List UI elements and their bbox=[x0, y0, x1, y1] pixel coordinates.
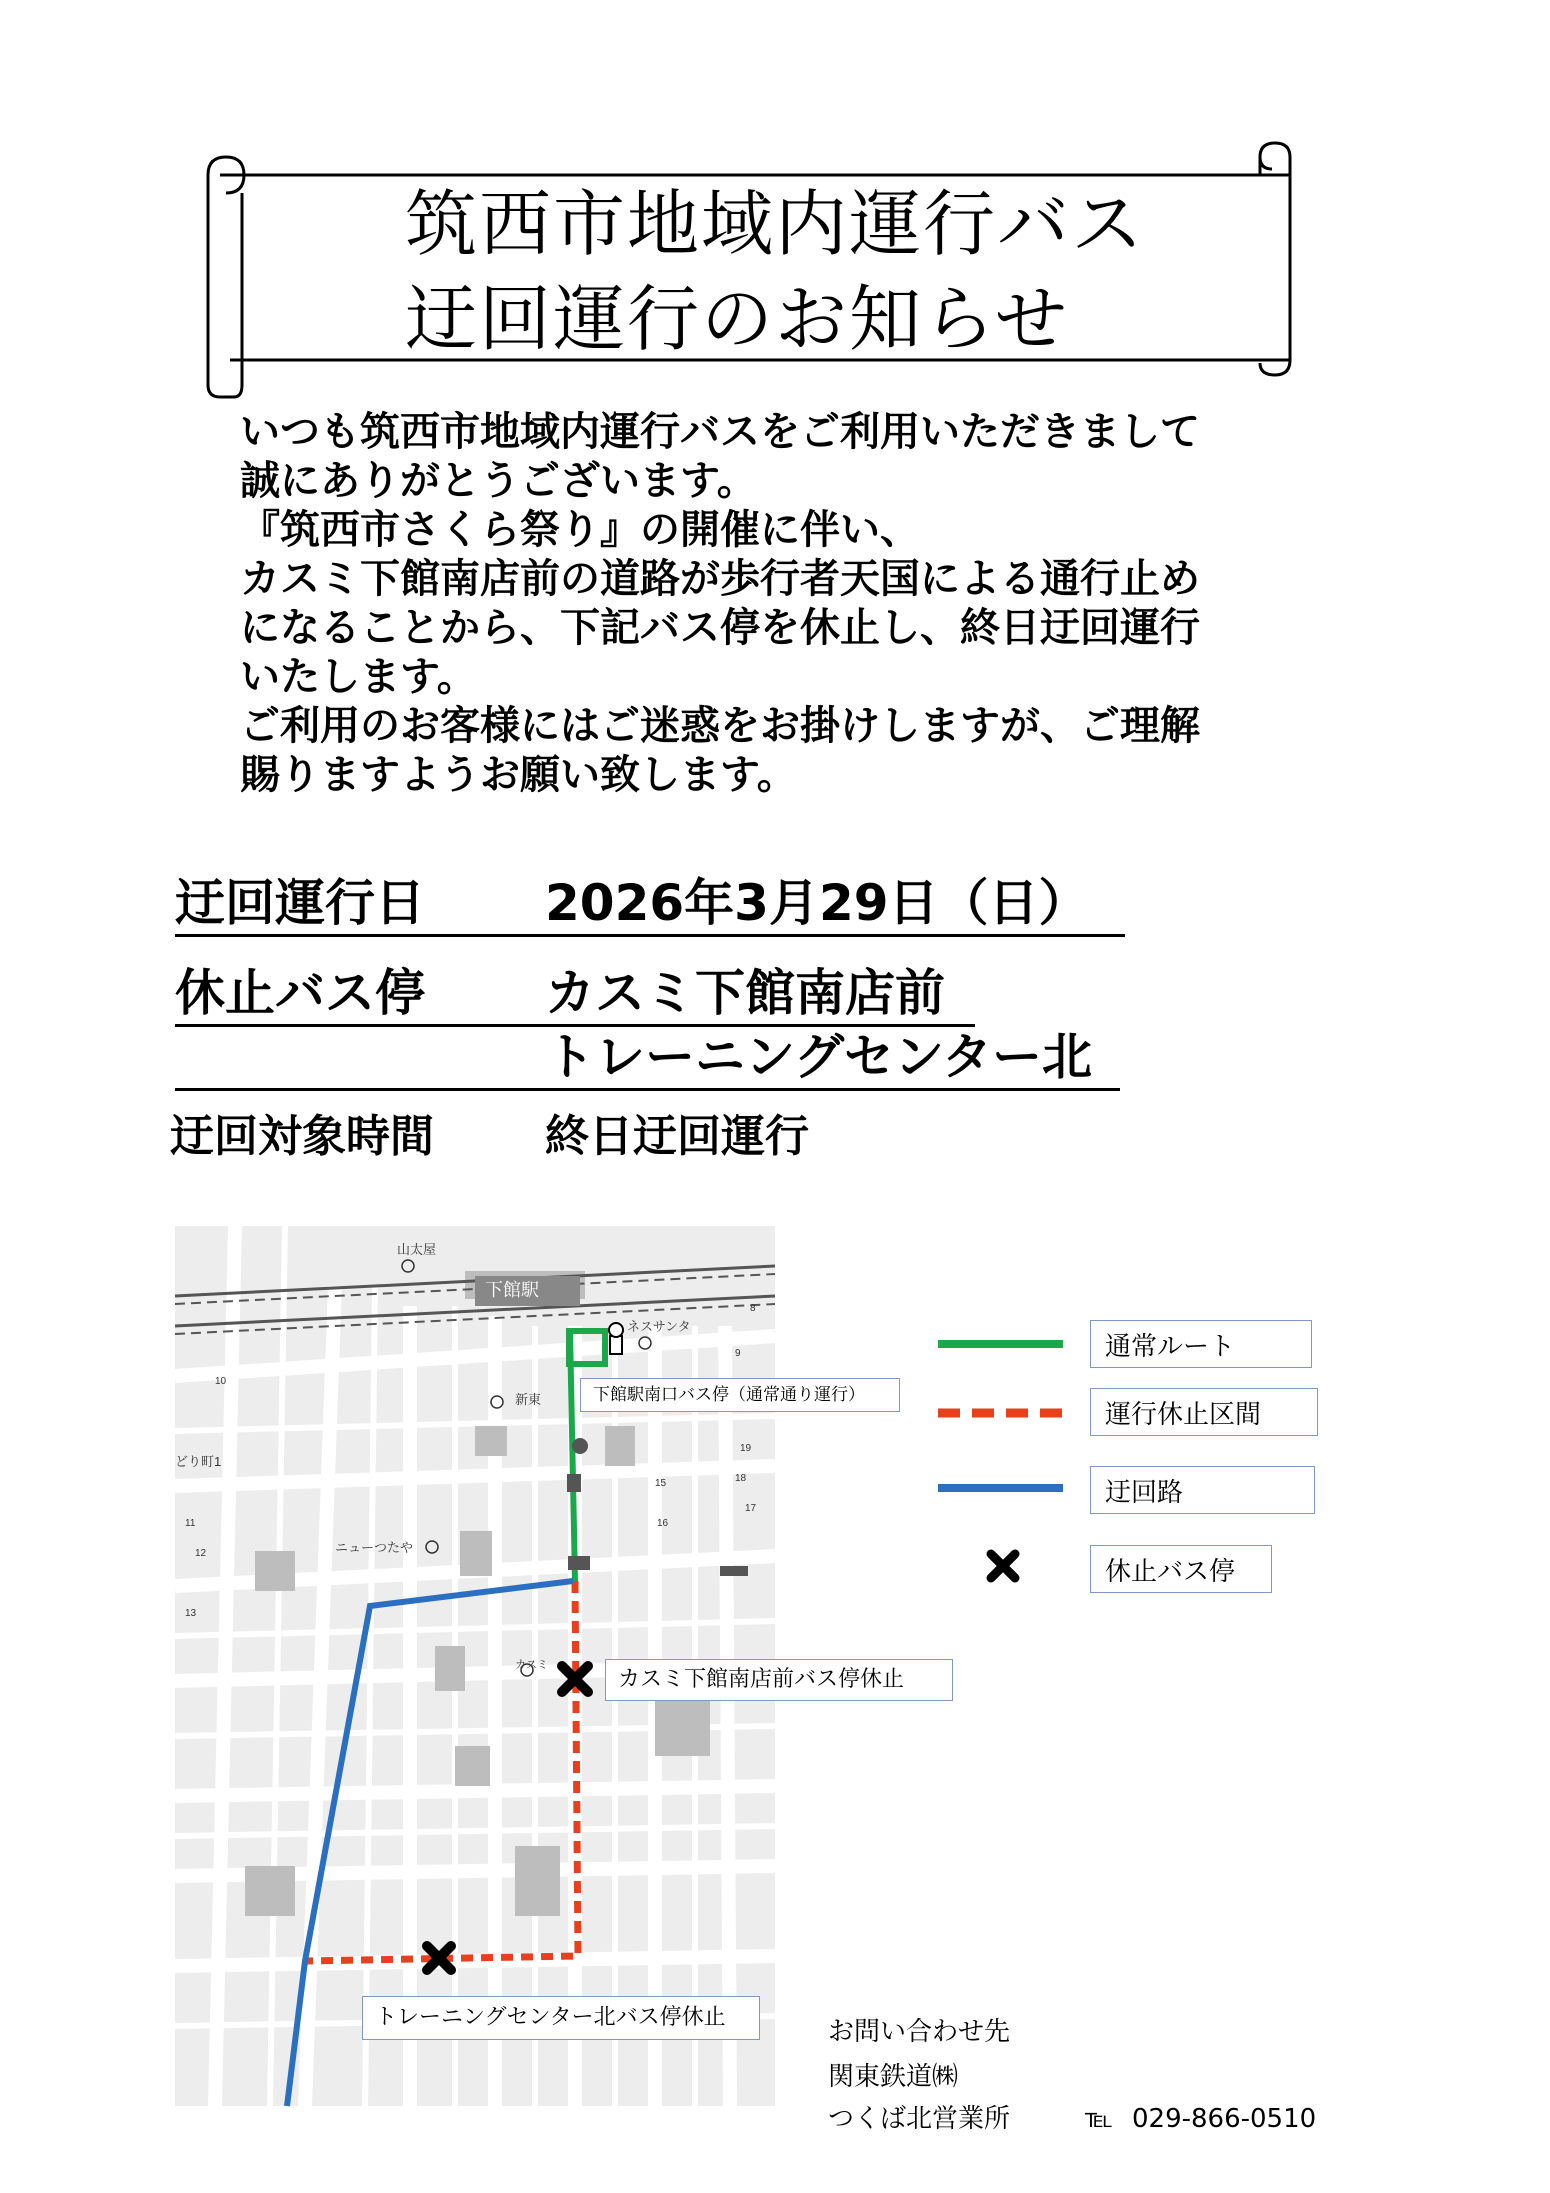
map-label-n19: 19 bbox=[740, 1443, 752, 1454]
contact-heading: お問い合わせ先 bbox=[828, 2017, 1011, 2047]
map-label-n8: 8 bbox=[750, 1303, 756, 1314]
map-label-yamataya: 山太屋 bbox=[397, 1242, 437, 1257]
legend-normal-route: 通常ルート bbox=[1090, 1320, 1312, 1368]
contact-tel-number: 029-866-0510 bbox=[1132, 2104, 1317, 2134]
map-label-nesu: ネスサンタ bbox=[627, 1319, 691, 1334]
title-line-2: 迂回運行のお知らせ bbox=[405, 277, 1069, 361]
intro-line: 誠にありがとうございます。 bbox=[240, 458, 757, 504]
date-underline bbox=[175, 934, 1125, 937]
title-line-1: 筑西市地域内運行バス bbox=[405, 182, 1146, 266]
contact-office: つくば北営業所 bbox=[828, 2104, 1011, 2134]
stop-underline-2 bbox=[175, 1088, 1120, 1091]
date-value: 2026年3月29日（日） bbox=[545, 874, 1089, 932]
stop-value-2: トレーニングセンター北 bbox=[545, 1028, 1092, 1086]
map-label-n10: 10 bbox=[215, 1376, 227, 1387]
stop-underline-1 bbox=[175, 1024, 975, 1027]
stop-label: 休止バス停 bbox=[175, 964, 425, 1022]
map-label-kasumi: カスミ bbox=[515, 1659, 548, 1671]
legend-suspended-stop-icon bbox=[985, 1548, 1021, 1584]
callout-south-exit: 下館駅南口バス停（通常通り運行） bbox=[580, 1378, 900, 1412]
legend-suspended-section-line bbox=[938, 1407, 1068, 1419]
map-label-n13: 13 bbox=[185, 1608, 197, 1619]
date-label: 迂回運行日 bbox=[175, 874, 425, 932]
time-label: 迂回対象時間 bbox=[170, 1111, 434, 1162]
map-label-nyutsutaya: ニューつたや bbox=[335, 1540, 414, 1555]
title-scroll-banner bbox=[190, 135, 1310, 405]
map-label-n18: 18 bbox=[735, 1473, 747, 1484]
legend-suspended-stop: 休止バス停 bbox=[1090, 1545, 1272, 1593]
bus-stop-icon bbox=[609, 1323, 623, 1354]
map-label-doricho: どり町1 bbox=[175, 1454, 222, 1469]
callout-training-stop: トレーニングセンター北バス停休止 bbox=[362, 1996, 760, 2040]
contact-tel-label: ℡ bbox=[1085, 2104, 1113, 2134]
legend-suspended-section: 運行休止区間 bbox=[1090, 1388, 1318, 1436]
map-label-n16: 16 bbox=[657, 1518, 669, 1529]
intro-line: 賜りますようお願い致します。 bbox=[240, 752, 797, 798]
time-value: 終日迂回運行 bbox=[545, 1111, 809, 1162]
map-label-n9: 9 bbox=[735, 1348, 741, 1359]
contact-company: 関東鉄道㈱ bbox=[828, 2062, 959, 2092]
map-label-n11: 11 bbox=[185, 1518, 196, 1529]
map-label-n12: 12 bbox=[195, 1548, 207, 1559]
intro-line: いつも筑西市地域内運行バスをご利用いただきまして bbox=[240, 409, 1200, 455]
callout-kasumi-stop: カスミ下館南店前バス停休止 bbox=[605, 1659, 953, 1701]
intro-line: になることから、下記バス停を休止し、終日迂回運行 bbox=[240, 605, 1200, 651]
intro-line: ご利用のお客様にはご迷惑をお掛けしますが、ご理解 bbox=[240, 703, 1200, 749]
legend-detour-route: 迂回路 bbox=[1090, 1466, 1315, 1514]
map-label-shinto: 新東 bbox=[515, 1392, 542, 1407]
map-label-n17: 17 bbox=[745, 1503, 757, 1514]
intro-line: カスミ下館南店前の道路が歩行者天国による通行止め bbox=[240, 556, 1200, 602]
intro-line: 『筑西市さくら祭り』の開催に伴い、 bbox=[240, 507, 920, 553]
intro-paragraph bbox=[240, 408, 1370, 800]
legend-detour-route-line bbox=[938, 1484, 1063, 1492]
intro-line: いたします。 bbox=[240, 654, 477, 700]
stop-value-1: カスミ下館南店前 bbox=[545, 964, 945, 1022]
map-label-n15: 15 bbox=[655, 1478, 667, 1489]
legend-normal-route-line bbox=[938, 1340, 1063, 1348]
map-label-station: 下館駅 bbox=[485, 1280, 539, 1300]
